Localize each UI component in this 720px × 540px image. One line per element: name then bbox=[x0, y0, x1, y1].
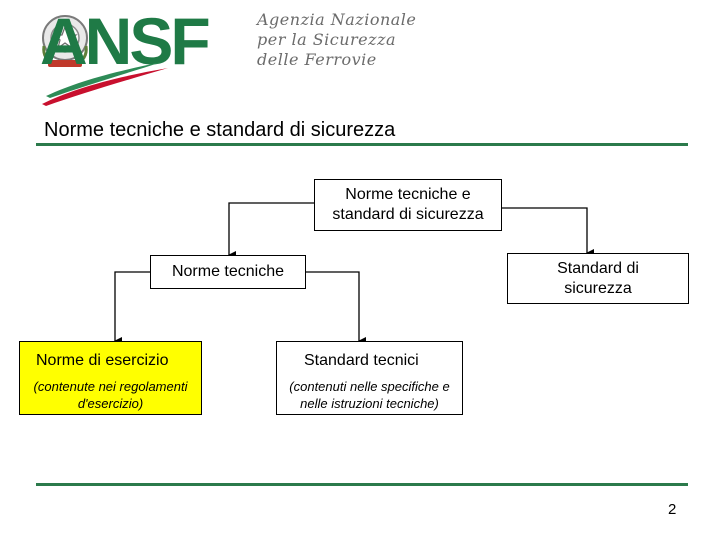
agency-line: delle Ferrovie bbox=[257, 50, 377, 69]
standard-sicurezza-box bbox=[507, 253, 689, 304]
standard-line: Standard di bbox=[557, 259, 639, 277]
agency-line: Agenzia Nazionale bbox=[257, 10, 417, 29]
norme-tecniche-label: Norme tecniche bbox=[171, 263, 285, 280]
connector-norme-to-esercizio bbox=[115, 272, 150, 341]
logo-mark: ANSF bbox=[40, 4, 208, 78]
leaf-description bbox=[277, 378, 462, 412]
agency-line: per la Sicurezza bbox=[257, 30, 397, 49]
leaf-description-line: (contenute nei regolamenti bbox=[33, 379, 188, 394]
leaf-description-line: nelle istruzioni tecniche) bbox=[300, 396, 439, 411]
page-number: 2 bbox=[668, 501, 677, 518]
leaf-title: Norme di esercizio bbox=[36, 352, 169, 369]
leaf-description-line: (contenuti nelle specifiche e bbox=[289, 379, 450, 394]
standard-line: sicurezza bbox=[564, 279, 632, 297]
leaf-description-line: d'esercizio) bbox=[77, 396, 144, 411]
norme-esercizio-box bbox=[19, 341, 202, 415]
standard-tecnici-box bbox=[276, 341, 463, 415]
leaf-title: Standard tecnici bbox=[304, 352, 419, 369]
connector-root-to-norme bbox=[229, 203, 314, 255]
root-box bbox=[314, 179, 502, 231]
page-title: Norme tecniche e standard di sicurezza bbox=[44, 119, 396, 141]
root-line: Norme tecniche e bbox=[345, 186, 471, 203]
root-line: standard di sicurezza bbox=[332, 206, 484, 223]
leaf-description bbox=[20, 378, 201, 412]
connector-norme-to-tecnici bbox=[306, 272, 359, 341]
connector-root-to-standard bbox=[502, 208, 587, 253]
norme-tecniche-box bbox=[150, 255, 306, 289]
footer-divider bbox=[36, 483, 688, 486]
